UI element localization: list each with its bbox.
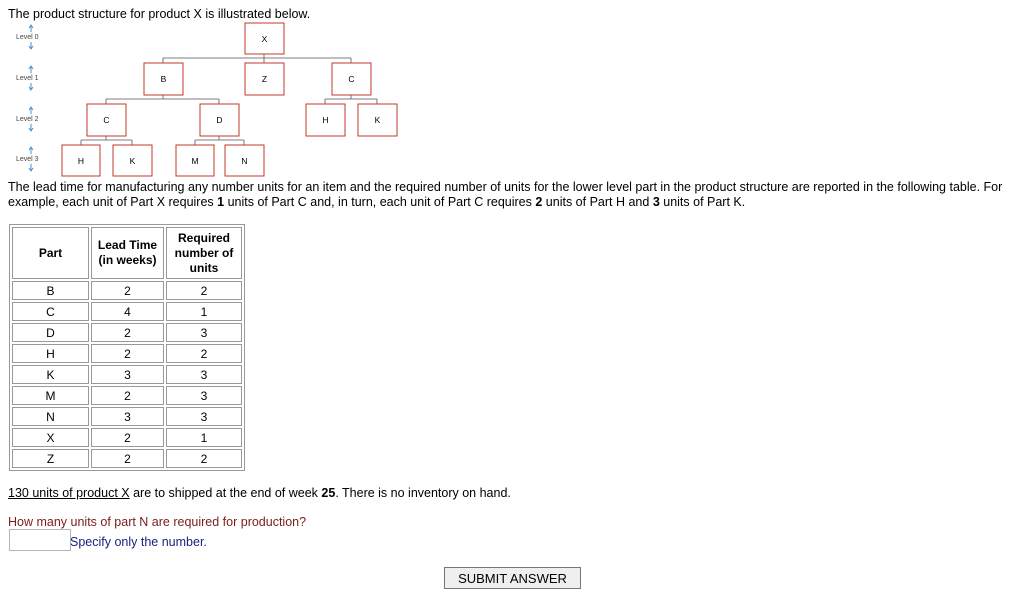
node-c-level2 — [87, 104, 126, 136]
node-h-level2 — [306, 104, 345, 136]
cell-part: Z — [12, 449, 89, 468]
shipment-week: 25 — [321, 486, 336, 500]
level-arrow-icon — [29, 147, 33, 154]
cell-lead-time: 2 — [91, 344, 164, 363]
node-z — [245, 63, 284, 95]
level-0-label: Level 0 — [16, 34, 39, 41]
node-n-label: N — [241, 156, 248, 166]
cell-lead-time: 2 — [91, 449, 164, 468]
table-header-row — [12, 227, 242, 279]
level-arrow-icon — [29, 83, 33, 90]
cell-lead-time: 2 — [91, 281, 164, 300]
level-markers — [16, 25, 39, 171]
cell-lead-time: 3 — [91, 407, 164, 426]
node-c-label: C — [348, 74, 355, 84]
table-row — [12, 386, 242, 405]
node-d — [200, 104, 239, 136]
node-x — [245, 23, 284, 54]
node-c-level1 — [332, 63, 371, 95]
node-z-label: Z — [261, 74, 268, 84]
description-number: 3 — [652, 195, 660, 209]
table-row — [12, 365, 242, 384]
node-h-level3 — [62, 145, 100, 176]
node-k-level3 — [113, 145, 152, 176]
cell-part: B — [12, 281, 89, 300]
table-row — [12, 449, 242, 468]
cell-required-units: 3 — [166, 386, 242, 405]
node-m — [176, 145, 214, 176]
cell-required-units: 2 — [166, 281, 242, 300]
level-arrow-icon — [29, 164, 33, 171]
description-text: units of Part H and — [542, 195, 653, 209]
node-b-label: B — [160, 74, 167, 84]
node-c-label: C — [103, 115, 110, 125]
header-lead-time: Lead Time (in weeks) — [91, 227, 164, 279]
cell-required-units: 3 — [166, 365, 242, 384]
product-structure-diagram — [0, 0, 1024, 180]
description-number: 2 — [535, 195, 543, 209]
cell-required-units: 2 — [166, 344, 242, 363]
shipment-text-end: . There is no inventory on hand. — [335, 486, 511, 500]
table-row — [12, 407, 242, 426]
table-description — [8, 180, 1008, 210]
table-row — [12, 428, 242, 447]
node-m-label: M — [191, 156, 199, 166]
parts-table — [9, 224, 245, 471]
header-part: Part — [12, 227, 89, 279]
cell-lead-time: 2 — [91, 386, 164, 405]
table-row — [12, 281, 242, 300]
shipment-units-link[interactable]: 130 units of product X — [8, 486, 130, 500]
cell-required-units: 3 — [166, 323, 242, 342]
question-text: How many units of part N are required for production? — [8, 515, 307, 529]
description-text: units of Part K. — [659, 195, 746, 209]
node-k-label: K — [374, 115, 381, 125]
intro-text: The product structure for product X is illustrated below. — [8, 7, 311, 21]
cell-part: X — [12, 428, 89, 447]
level-arrow-icon — [29, 25, 33, 32]
description-text: The lead time for manufacturing any number units for an item and the required number of units for the lower level part in the product structure are reported in the following table. For example, each unit of Part X requires — [8, 180, 1003, 209]
cell-part: M — [12, 386, 89, 405]
table-row — [12, 302, 242, 321]
cell-required-units: 1 — [166, 302, 242, 321]
cell-lead-time: 3 — [91, 365, 164, 384]
header-required-units: Required number of units — [166, 227, 242, 279]
level-arrow-icon — [29, 66, 33, 73]
cell-part: C — [12, 302, 89, 321]
description-number: 1 — [217, 195, 225, 209]
level-2-label: Level 2 — [16, 116, 39, 123]
level-3-label: Level 3 — [16, 156, 39, 163]
shipment-text — [8, 486, 511, 500]
node-h-label: H — [322, 115, 329, 125]
level-1-label: Level 1 — [16, 75, 39, 82]
node-b — [144, 63, 183, 95]
description-text: units of Part C and, in turn, each unit of Part C requires — [224, 195, 536, 209]
node-k-label: K — [129, 156, 136, 166]
level-arrow-icon — [29, 124, 33, 131]
cell-lead-time: 2 — [91, 323, 164, 342]
node-k-level2 — [358, 104, 397, 136]
node-n — [225, 145, 264, 176]
level-arrow-icon — [29, 107, 33, 114]
cell-part: N — [12, 407, 89, 426]
cell-required-units: 1 — [166, 428, 242, 447]
table-row — [12, 344, 242, 363]
cell-part: H — [12, 344, 89, 363]
node-h-label: H — [77, 156, 85, 166]
node-x-label: X — [261, 34, 268, 44]
answer-hint: Specify only the number. — [70, 535, 207, 549]
table-row — [12, 323, 242, 342]
cell-part: D — [12, 323, 89, 342]
level-arrow-icon — [29, 42, 33, 49]
node-d-label: D — [216, 115, 223, 125]
cell-required-units: 2 — [166, 449, 242, 468]
cell-lead-time: 4 — [91, 302, 164, 321]
cell-required-units: 3 — [166, 407, 242, 426]
shipment-text-middle: are to shipped at the end of week — [129, 486, 322, 500]
answer-input[interactable] — [9, 529, 71, 551]
submit-answer-button[interactable]: SUBMIT ANSWER — [444, 567, 581, 589]
cell-lead-time: 2 — [91, 428, 164, 447]
cell-part: K — [12, 365, 89, 384]
